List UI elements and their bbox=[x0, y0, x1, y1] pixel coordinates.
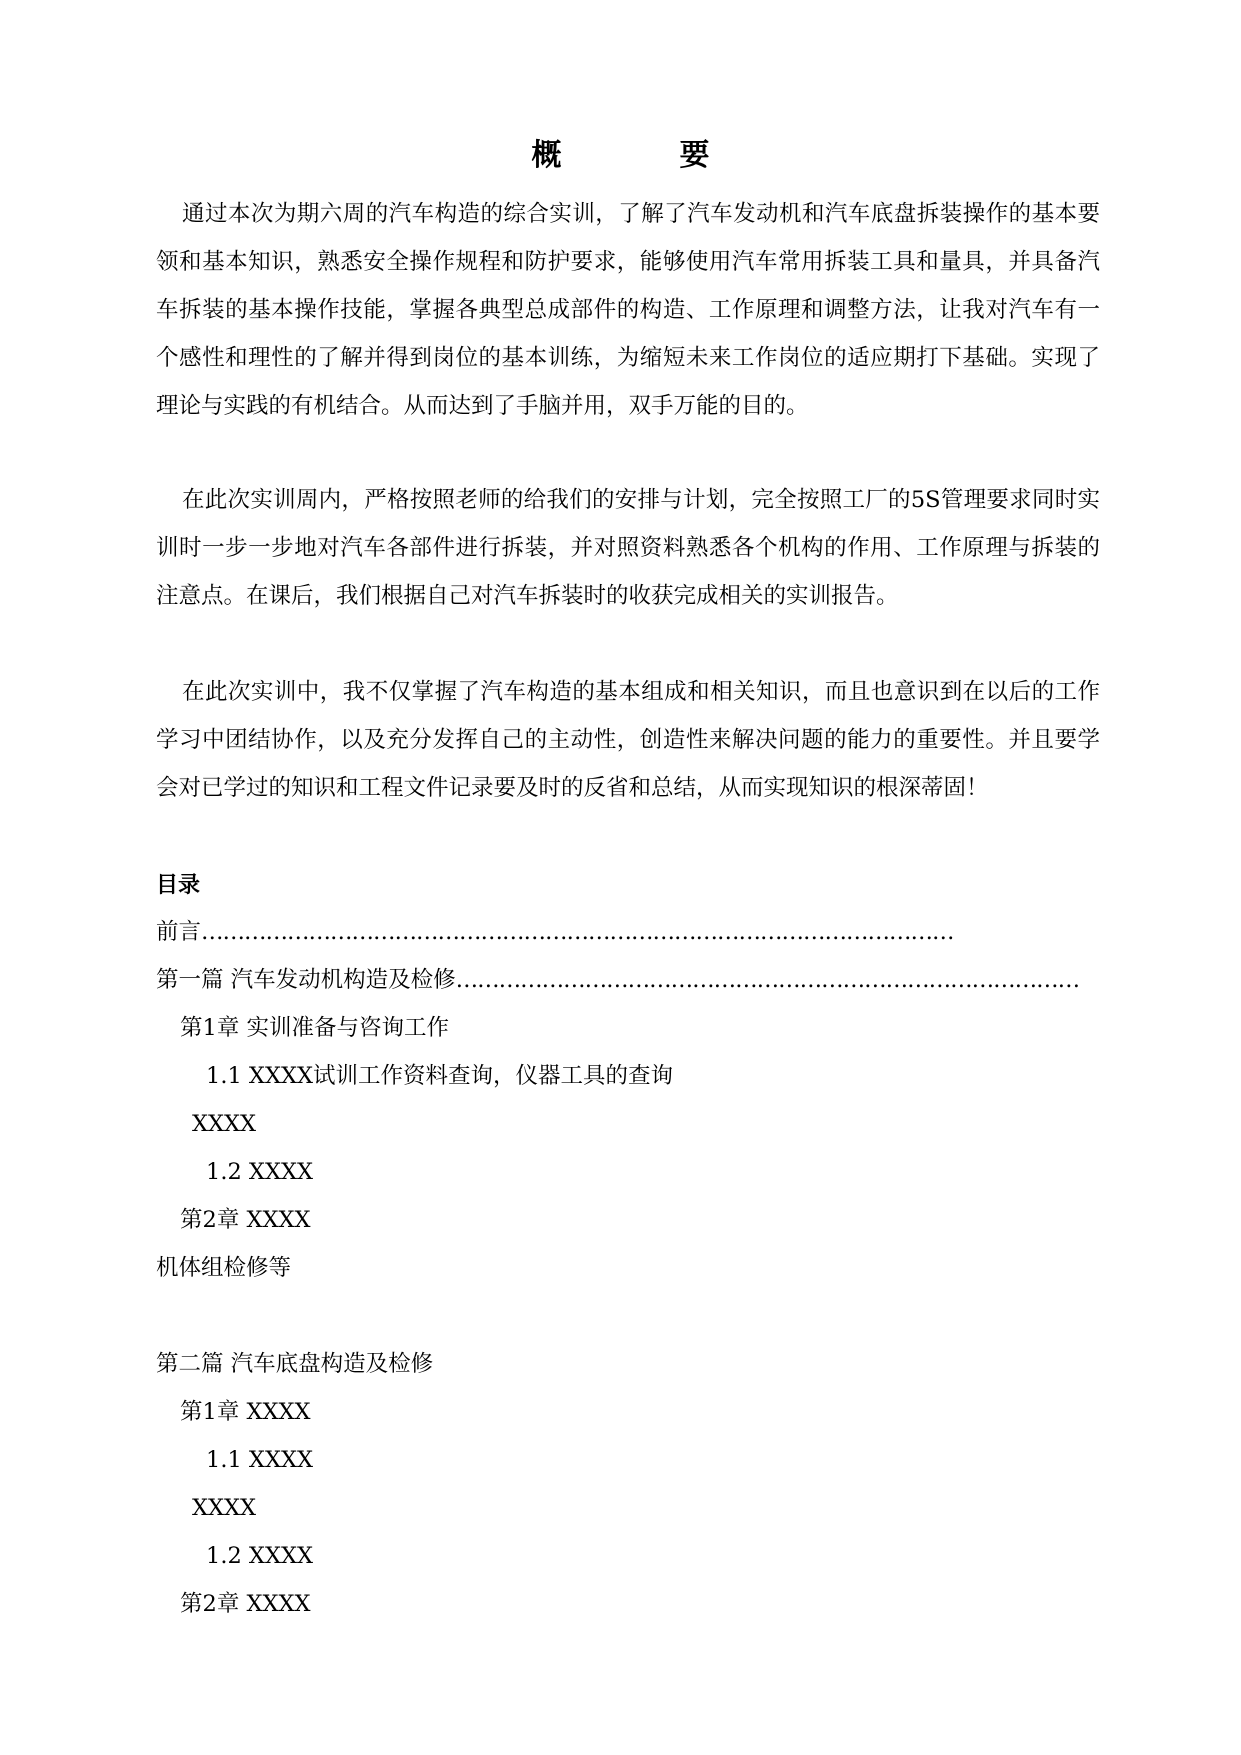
toc-entry-label: 第一篇 汽车发动机构造及检修 bbox=[156, 967, 456, 993]
toc-entry-chapter: 第1章 实训准备与咨询工作 bbox=[180, 1015, 449, 1041]
toc-entry-part-1 bbox=[156, 960, 1079, 1000]
toc-entry-chapter: 第1章 XXXX bbox=[180, 1399, 311, 1425]
toc-entry-section: 1.2 XXXX bbox=[206, 1543, 314, 1569]
toc-entry-chapter: 第2章 XXXX bbox=[180, 1591, 311, 1617]
toc-entry-section: 1.1 XXXX bbox=[206, 1447, 314, 1473]
toc-entry-note: 机体组检修等 bbox=[156, 1255, 292, 1281]
abstract-paragraph-1: 通过本次为期六周的汽车构造的综合实训，了解了汽车发动机和汽车底盘拆装操作的基本要领和基本知识，熟悉安全操作规程和防护要求，能够使用汽车常用拆装工具和量具，并具备汽车拆装的基本操作技能，掌握各典型总成部件的构造、工作原理和调整方法，让我对汽车有一个感性和理性的了解并得到岗位的基本训练，为缩短未来工作岗位的适应期打下基础。实现了理论与实践的有机结合。从而达到了手脑并用，双手万能的目的。 bbox=[156, 201, 1100, 419]
toc-entry-preface bbox=[156, 912, 954, 952]
toc-entry-part-2: 第二篇 汽车底盘构造及检修 bbox=[156, 1351, 434, 1377]
toc-entry-section: 1.2 XXXX bbox=[206, 1159, 314, 1185]
toc-leader-dots: …………………………………………………………………………… bbox=[455, 967, 1080, 993]
toc-entry-section: 1.1 XXXX试训工作资料查询，仪器工具的查询 bbox=[206, 1063, 674, 1089]
toc-entry-label: 前言 bbox=[156, 919, 202, 945]
toc-leader-dots: …………………………………………………………………………………………… bbox=[201, 919, 954, 945]
abstract-paragraph-2: 在此次实训周内，严格按照老师的给我们的安排与计划，完全按照工厂的5S管理要求同时实训时一步一步地对汽车各部件进行拆装，并对照资料熟悉各个机构的作用、工作原理与拆装的注意点。在课后，我们根据自己对汽车拆装时的收获完成相关的实训报告。 bbox=[156, 487, 1100, 609]
toc-entry-subsection: XXXX bbox=[192, 1495, 257, 1521]
toc-entry-subsection: XXXX bbox=[192, 1111, 257, 1137]
abstract-paragraph-3: 在此次实训中，我不仅掌握了汽车构造的基本组成和相关知识，而且也意识到在以后的工作学习中团结协作，以及充分发挥自己的主动性，创造性来解决问题的能力的重要性。并且要学会对已学过的知识和工程文件记录要及时的反省和总结，从而实现知识的根深蒂固！ bbox=[156, 679, 1100, 801]
toc-entry-chapter: 第2章 XXXX bbox=[180, 1207, 311, 1233]
page-title: 概 要 bbox=[531, 138, 754, 173]
toc-heading: 目录 bbox=[156, 873, 201, 898]
